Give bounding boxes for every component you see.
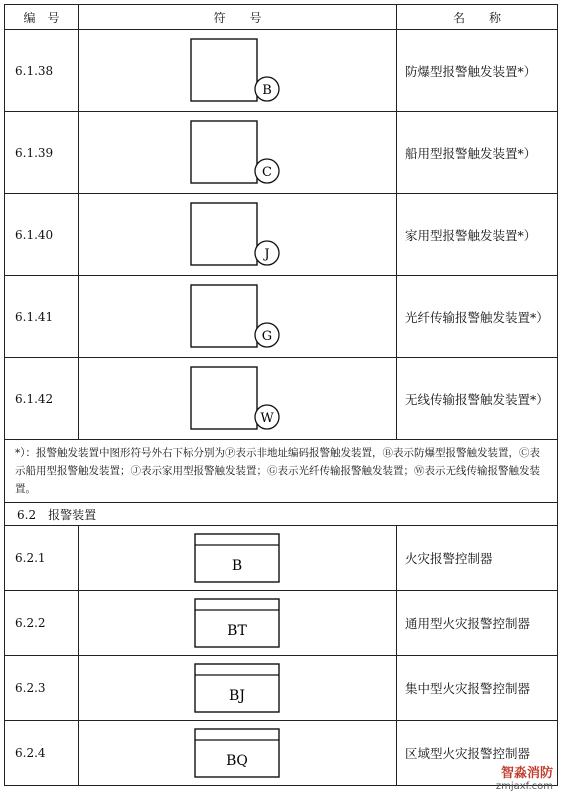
row-code: 6.1.42 bbox=[5, 358, 79, 440]
controller-symbol-icon bbox=[193, 530, 283, 586]
table-row bbox=[5, 591, 558, 656]
device-symbol-icon bbox=[183, 363, 293, 435]
watermark-url: zmjaxf.com bbox=[495, 781, 553, 792]
controller-label: BJ bbox=[228, 688, 245, 704]
controller-label: BQ bbox=[225, 753, 248, 769]
row-code: 6.2.2 bbox=[5, 591, 79, 656]
row-symbol bbox=[79, 276, 397, 358]
row-name: 区域型火灾报警控制器 bbox=[397, 721, 558, 786]
device-symbol-icon bbox=[183, 35, 293, 107]
row-name: 通用型火灾报警控制器 bbox=[397, 591, 558, 656]
table-row bbox=[5, 276, 558, 358]
row-symbol bbox=[79, 656, 397, 721]
row-code: 6.2.1 bbox=[5, 526, 79, 591]
table-header bbox=[5, 5, 558, 30]
table-row bbox=[5, 656, 558, 721]
controller-symbol-icon bbox=[193, 660, 283, 716]
table-row bbox=[5, 194, 558, 276]
row-name: 光纤传输报警触发装置*） bbox=[397, 276, 558, 358]
subscript-letter: W bbox=[259, 410, 274, 426]
header-symbol: 符 号 bbox=[79, 5, 397, 30]
symbol-table bbox=[4, 4, 558, 786]
table-row bbox=[5, 30, 558, 112]
row-symbol bbox=[79, 358, 397, 440]
table-row bbox=[5, 112, 558, 194]
controller-symbol-icon bbox=[193, 595, 283, 651]
row-code: 6.1.40 bbox=[5, 194, 79, 276]
row-symbol bbox=[79, 526, 397, 591]
row-code: 6.1.38 bbox=[5, 30, 79, 112]
footnote: *）：报警触发装置中图形符号外右下标分别为Ⓟ表示非地址编码报警触发装置，Ⓑ表示防爆型报警触发装置，Ⓒ表示船用型报警触发装置；Ⓙ表示家用型报警触发装置；Ⓖ表示光纤传输报警触发装置；Ⓦ表示无线传输报警触发装置。 bbox=[5, 440, 558, 503]
row-name: 船用型报警触发装置*） bbox=[397, 112, 558, 194]
row-symbol bbox=[79, 194, 397, 276]
subscript-letter: J bbox=[263, 246, 270, 262]
row-code: 6.1.41 bbox=[5, 276, 79, 358]
row-name: 防爆型报警触发装置*） bbox=[397, 30, 558, 112]
subscript-letter: G bbox=[261, 328, 272, 344]
header-name: 名 称 bbox=[397, 5, 558, 30]
section-title: 6.2 报警装置 bbox=[5, 503, 558, 526]
subscript-letter: B bbox=[261, 82, 272, 98]
device-symbol-icon bbox=[183, 281, 293, 353]
row-symbol bbox=[79, 30, 397, 112]
row-symbol bbox=[79, 721, 397, 786]
row-name: 集中型火灾报警控制器 bbox=[397, 656, 558, 721]
table-row bbox=[5, 526, 558, 591]
row-code: 6.1.39 bbox=[5, 112, 79, 194]
row-name: 家用型报警触发装置*） bbox=[397, 194, 558, 276]
watermark bbox=[496, 762, 553, 792]
row-code: 6.2.4 bbox=[5, 721, 79, 786]
table-row bbox=[5, 358, 558, 440]
row-code: 6.2.3 bbox=[5, 656, 79, 721]
controller-label: BT bbox=[226, 623, 247, 639]
section-row bbox=[5, 503, 558, 526]
watermark-brand: 智淼消防 bbox=[500, 766, 553, 781]
note-row bbox=[5, 440, 558, 503]
device-symbol-icon bbox=[183, 199, 293, 271]
header-code: 编 号 bbox=[5, 5, 79, 30]
row-symbol bbox=[79, 591, 397, 656]
controller-symbol-icon bbox=[193, 725, 283, 781]
subscript-letter: C bbox=[261, 164, 272, 180]
table-row bbox=[5, 721, 558, 786]
row-symbol bbox=[79, 112, 397, 194]
row-name: 火灾报警控制器 bbox=[397, 526, 558, 591]
row-name: 无线传输报警触发装置*） bbox=[397, 358, 558, 440]
device-symbol-icon bbox=[183, 117, 293, 189]
controller-label: B bbox=[231, 558, 242, 574]
